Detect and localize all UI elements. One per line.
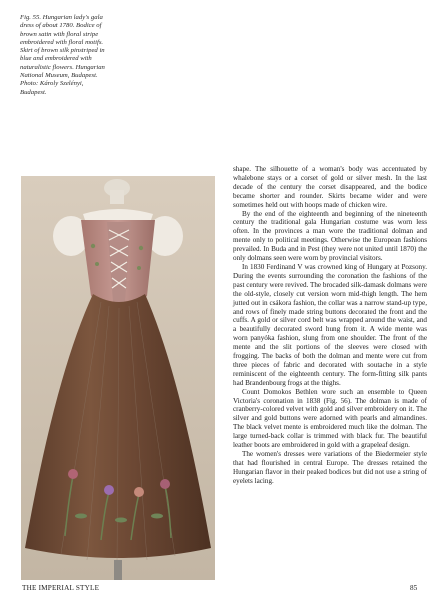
- body-text-column: [233, 165, 427, 486]
- gala-dress-illustration: [21, 176, 215, 580]
- running-footer-title: THE IMPERIAL STYLE: [22, 584, 100, 592]
- paragraph: In 1830 Ferdinand V was crowned king of Hungary at Pozsony. During the events surrounding the coronation the fashions of the past century were revived. The brocaded silk-damask dolmans were the old-style, closely cut version worn mid-thigh length. The hem jutted out in csákora fashion, the collar was a narrow stand-up type, and rows of finely made string buttons decorated the front and the cuffs. A gold or silver cord belt was wrapped around the waist, and a beautifully decorated sword hung from it. A wide mente was worn panyóka fashion, slung from one shoulder. The front of the mente and the slit portions of the sleeves were closed with frogging. The backs of both the dolman and mente were cut from three pieces of fabric and decorated with soutache in a style reminiscent of the eighteenth century. The form-fitting silk pants had Brandenbourg frogs at the thighs.: [233, 262, 427, 387]
- figure-caption: Fig. 55. Hungarian lady's gala dress of about 1780. Bodice of brown satin with floral stripe embroidered with floral motifs. Skirt of brown silk pinstriped in blue and embroidered with naturalistic flowers. Hungarian National Museum, Budapest. Photo: Károly Szelényi, Budapest.: [20, 14, 105, 96]
- page-number: 85: [410, 584, 418, 592]
- paragraph: Count Domokos Bethlen wore such an ensemble to Queen Victoria's coronation in 1838 (Fig. 56). The dolman is made of cranberry-colored velvet with gold and silver embroidery on it. The silver and gold buttons were adorned with pearls and almandines. The black velvet mente is embroidered much like the dolman. The large turned-back collar is trimmed with black fur. The beautiful leather boots are embroidered in gold with a grapeleaf design.: [233, 387, 427, 450]
- dress-photograph: [21, 176, 215, 580]
- paragraph: The women's dresses were variations of the Biedermeier style that had flourished in central Europe. The dresses retained the Hungarian flavor in their peaked bodices but did not use a string of eyelets lacing.: [233, 450, 427, 485]
- paragraph: By the end of the eighteenth and beginning of the nineteenth century the traditional gala Hungarian costume was worn less often. In the provinces a man wore the traditional dolman and mente only to political meetings. Otherwise the European fashions prevailed. In Buda and in Pest (they were not united until 1870) the only dolmans seen were worn by provincial visitors.: [233, 209, 427, 263]
- paragraph: shape. The silhouette of a woman's body was accentuated by whalebone stays or a corset of gold or silver mesh. In the last decade of the century the corset disappeared, and the bodice became shorter and rounder. Skirts became wider and were sometimes held out with hoops made of chicken wire.: [233, 165, 427, 209]
